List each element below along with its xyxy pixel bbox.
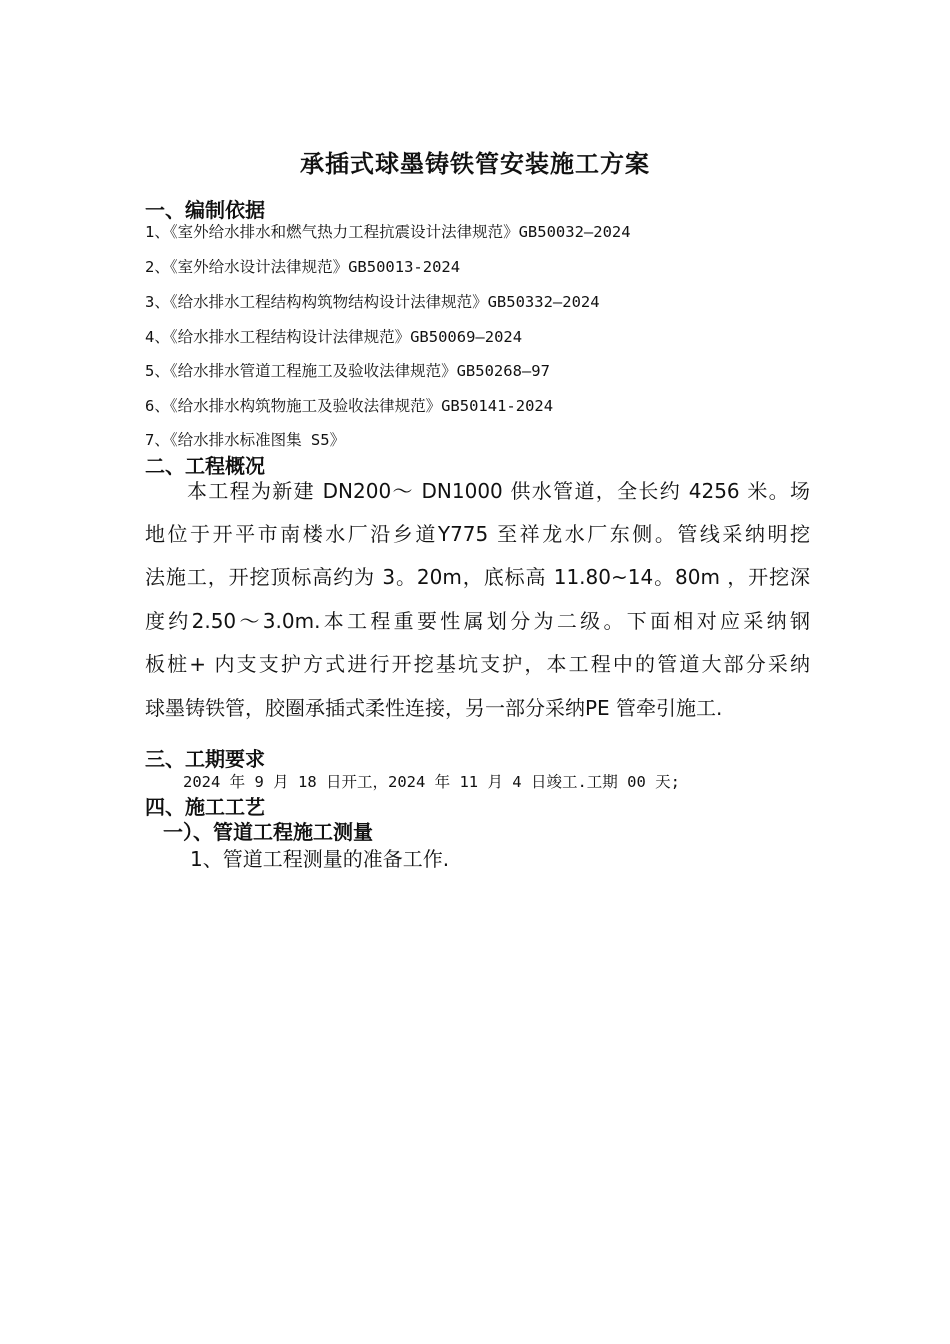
- overview-line: 本工程为新建 DN200～ DN1000 供水管道，全长约 4256 米。场: [187, 479, 810, 503]
- overview-line: 球墨铸铁管，胶圈承插式柔性连接，另一部分采纳PE 管牵引施工.: [145, 696, 723, 720]
- overview-line: 度约2.50～3.0m.本工程重要性属划分为二级。下面相对应采纳钢: [145, 609, 810, 633]
- section-heading-basis: 一、编制依据: [145, 198, 265, 222]
- reference-item: 2、《室外给水设计法律规范》GB50013-2024: [145, 258, 461, 276]
- reference-item: 3、《给水排水工程结构构筑物结构设计法律规范》GB50332—2024: [145, 293, 600, 311]
- overview-line: 地位于开平市南楼水厂沿乡道Y775 至祥龙水厂东侧。管线采纳明挖: [145, 522, 810, 546]
- reference-item: 1、《室外给水排水和燃气热力工程抗震设计法律规范》GB50032—2024: [145, 223, 631, 241]
- overview-line: 板桩+ 内支支护方式进行开挖基坑支护，本工程中的管道大部分采纳: [145, 652, 810, 676]
- section-heading-process: 四、施工工艺: [145, 795, 265, 819]
- document-title: 承插式球墨铸铁管安装施工方案: [300, 150, 650, 178]
- section-heading-overview: 二、工程概况: [145, 454, 265, 478]
- reference-item: 4、《给水排水工程结构设计法律规范》GB50069—2024: [145, 328, 523, 346]
- reference-item: 5、《给水排水管道工程施工及验收法律规范》GB50268—97: [145, 362, 550, 380]
- process-subheading: 一）、管道工程施工测量: [163, 820, 373, 844]
- overview-line: 法施工，开挖顶标高约为 3。20m，底标高 11.80~14。80m ，开挖深: [145, 565, 810, 589]
- reference-item: 6、《给水排水构筑物施工及验收法律规范》GB50141-2024: [145, 397, 554, 415]
- process-step: 1、管道工程测量的准备工作.: [190, 847, 450, 871]
- reference-item: 7、《给水排水标准图集 S5》: [145, 431, 346, 449]
- section-heading-schedule: 三、工期要求: [145, 747, 265, 771]
- schedule-text: 2024 年 9 月 18 日开工，2024 年 11 月 4 日竣工.工期 00 天;: [183, 773, 680, 791]
